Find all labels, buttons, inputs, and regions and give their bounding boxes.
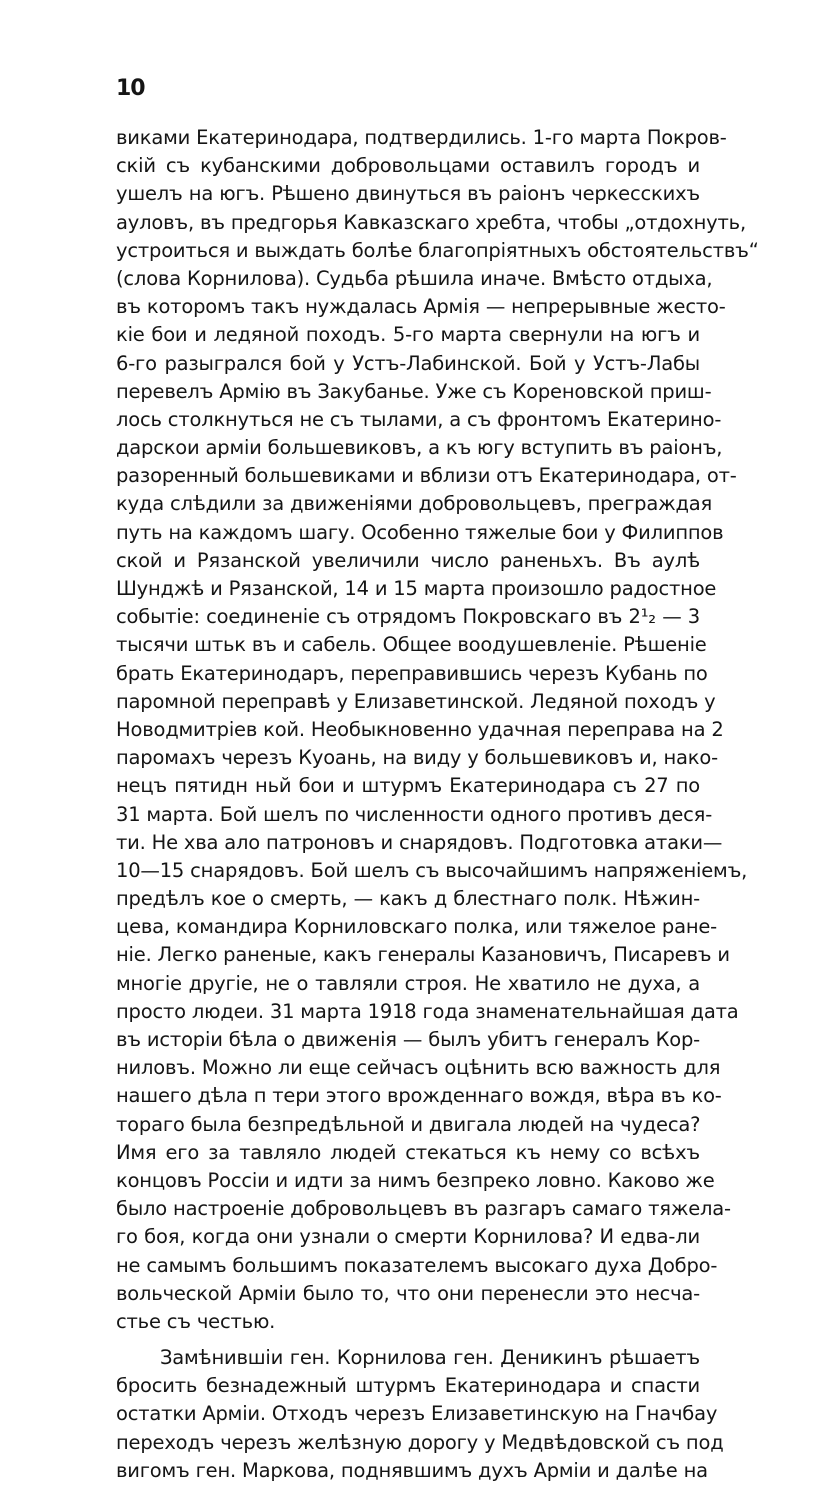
paragraph-1 [116,124,759,1336]
text-line: устроиться и выждать болѣе благопріятныхъ обстоятельствъ“ [116,238,759,262]
text-line: разоренный большевиками и вблизи отъ Екатеринодара, от- [116,464,737,488]
text-line: было настроеніе добровольцевъ въ разгаръ самаго тяжела- [116,1197,731,1221]
paragraph-gap [116,1336,700,1344]
body-text [116,124,759,1485]
text-line: паромахъ черезъ Куоань, на виду у большевиковъ и, нако- [116,746,718,770]
text-line: остатки Арміи. Отходъ черезъ Елизаветинскую на Гначбау [116,1402,718,1426]
text-line: куда слѣдили за движеніями добровольцевъ, преграждая [116,492,713,516]
text-line: Новодмитріев кой. Необыкновенно удачная переправа на 2 [116,717,724,741]
text-line: паромной переправѣ у Елизаветинской. Ледяной походъ у [116,689,716,713]
text-line: скій съ кубанскими добровольцами оставилъ городъ и [116,154,700,178]
text-line: тораго была безпредѣльной и двигала людей на чудеса? [116,1112,701,1136]
text-line: Шунджѣ и Рязанской, 14 и 15 марта произошло радостное [116,577,717,600]
text-line: ской и Рязанской увеличили число раненьхъ. Въ аулѣ [116,548,700,572]
page-number: 10 [116,76,145,101]
text-line: го боя, когда они узнали о смерти Корнилова? И едва-ли [116,1225,700,1249]
text-line: бросить безнадежный штурмъ Екатеринодара и спасти [116,1374,700,1398]
text-line: кіе бои и ледяной походъ. 5-го марта свернули на югъ и [116,323,700,347]
text-line: тысячи штьк въ и сабель. Общее воодушевленіе. Рѣшеніе [116,633,707,657]
text-line: многіе другіе, не о тавляли строя. Не хватило не духа, а [116,971,700,995]
text-line: Имя его за тавляло людей стекаться къ нему со всѣхъ [116,1140,700,1164]
text-line: брать Екатеринодаръ, переправившись черезъ Кубань по [116,661,708,685]
text-line: перевелъ Армію въ Закубанье. Уже съ Кореновской приш- [116,379,712,403]
text-line: виками Екатеринодара, подтвердились. 1-го марта Покров- [116,126,727,149]
text-line: въ исторіи бѣла о движенія — былъ убитъ генералъ Кор- [116,1028,700,1051]
text-line: лось столкнуться не съ тылами, а съ фронтомъ Екатерино- [116,407,722,431]
text-line: стье съ честью. [116,1309,276,1333]
text-line: ти. Не хва ало патроновъ и снарядовъ. Подготовка атаки— [116,830,723,854]
text-line: 31 марта. Бой шелъ по численности одного противъ деся- [116,802,713,826]
text-line: въ которомъ такъ нуждалась Армія — непрерывные жесто- [116,295,726,319]
text-line: концовъ Россіи и идти за нимъ безпреко ловно. Каково же [116,1168,715,1192]
text-line: нецъ пятидн ньй бои и штурмъ Екатеринодара съ 27 по [116,774,700,798]
text-line: (слова Корнилова). Судьба рѣшила иначе. Вмѣсто отдыха, [116,266,713,290]
text-line: предѣлъ кое о смерть, — какъ д блестнаго полк. Нѣжин- [116,887,700,911]
paragraph-2 [116,1344,724,1485]
text-line: дарскои арміи большевиковъ, а къ югу вступить въ раіонъ, [116,436,723,460]
text-line: путь на каждомъ шагу. Особенно тяжелые бои у Филиппов [116,520,724,544]
text-line: вольческой Арміи было то, что они перенесли это несча- [116,1281,700,1305]
text-line: ниловъ. Можно ли еще сейчасъ оцѣнить всю важность для [116,1056,721,1080]
text-line: ауловъ, въ предгорья Кавказскаго хребта, чтобы „отдохнуть, [116,210,746,234]
text-line: переходъ черезъ желѣзную дорогу у Медвѣдовской съ под [116,1430,724,1454]
text-line: ушелъ на югъ. Рѣшено двинуться въ раіонъ черкесскихъ [116,182,700,206]
text-line: событіе: соединеніе съ отрядомъ Покровскаго въ 2¹₂ — 3 [116,605,700,629]
text-line: просто людеи. 31 марта 1918 года знаменательнайшая дата [116,999,739,1023]
text-line: вигомъ ген. Маркова, поднявшимъ духъ Арміи и далѣе на [116,1458,708,1482]
text-line: не самымъ большимъ показателемъ высокаго духа Добро- [116,1253,718,1277]
text-line: нашего дѣла п тери этого врожденнаго вождя, вѣра въ ко- [116,1084,722,1108]
text-line: 10—15 снарядовъ. Бой шелъ съ высочайшимъ напряженіемъ, [116,858,748,882]
text-line: цева, командира Корниловскаго полка, или тяжелое ране- [116,915,718,939]
text-line: ніе. Легко раненые, какъ генералы Казановичъ, Писаревъ и [116,943,730,967]
text-line: Замѣнившіи ген. Корнилова ген. Деникинъ рѣшаетъ [160,1346,700,1370]
text-line: 6-го разыгрался бой у Устъ-Лабинской. Бой у Устъ-Лабы [116,351,700,375]
